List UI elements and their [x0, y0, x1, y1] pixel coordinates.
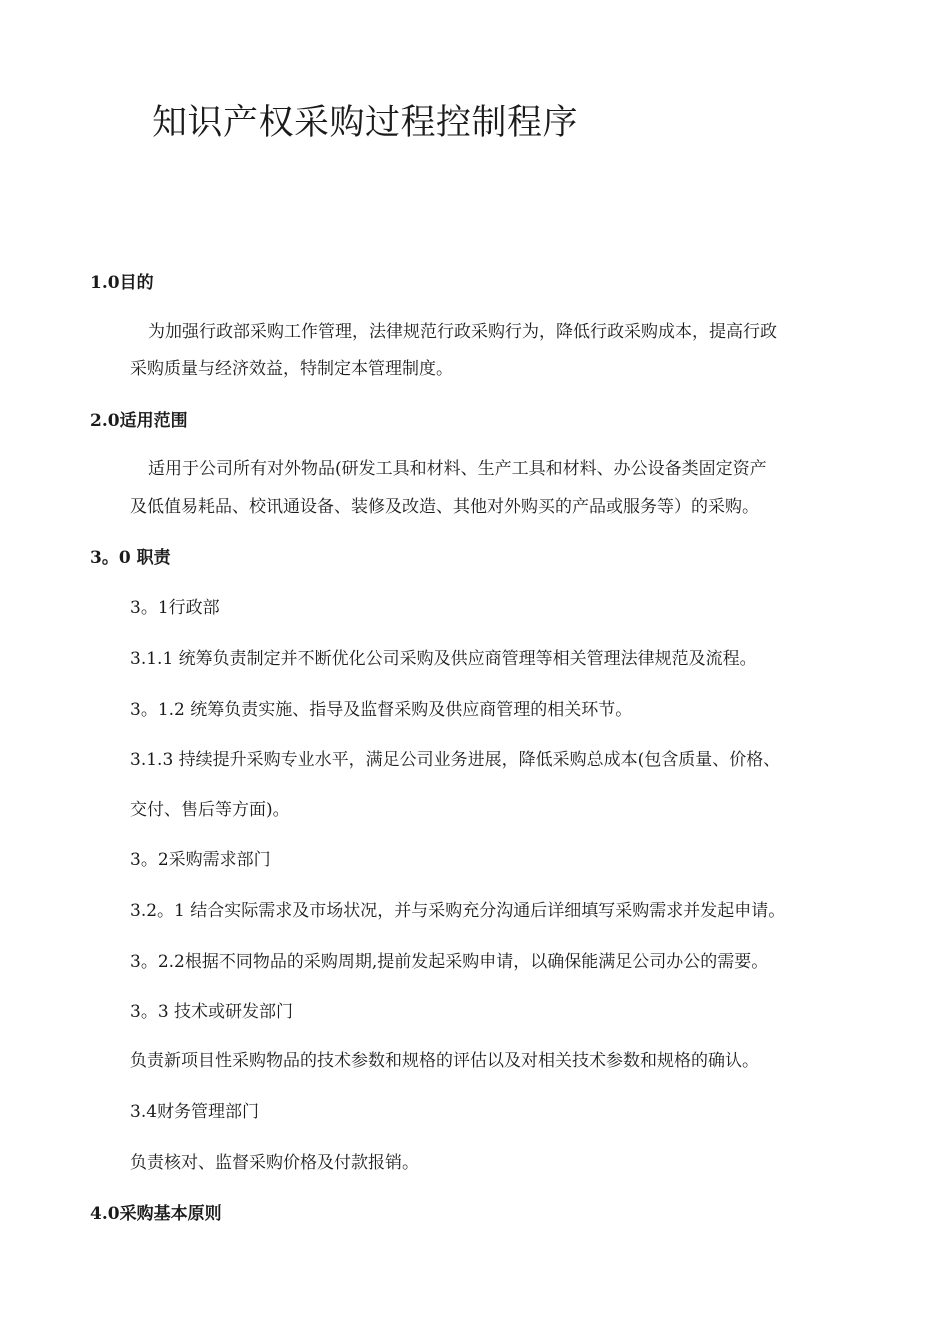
- subsection-heading: 3。1行政部: [130, 598, 220, 618]
- list-item: 3.2。1 结合实际需求及市场状况，并与采购充分沟通后详细填写采购需求并发起申请。: [130, 901, 786, 921]
- list-item: 交付、售后等方面)。: [130, 800, 290, 820]
- list-item: 3。2.2根据不同物品的采购周期,提前发起采购申请，以确保能满足公司办公的需要。: [130, 952, 769, 972]
- list-item: 3.1.3 持续提升采购专业水平，满足公司业务进展，降低采购总成本(包含质量、价格、: [130, 750, 781, 770]
- subsection-heading: 3.4财务管理部门: [130, 1102, 260, 1122]
- section-heading-principles: 4.0采购基本原则: [90, 1204, 222, 1224]
- list-item: 负责新项目性采购物品的技术参数和规格的评估以及对相关技术参数和规格的确认。: [130, 1051, 759, 1071]
- paragraph-line: 适用于公司所有对外物品(研发工具和材料、生产工具和材料、办公设备类固定资产: [148, 459, 767, 479]
- section-heading-purpose: 1.0目的: [90, 273, 154, 293]
- list-item: 3.1.1 统筹负责制定并不断优化公司采购及供应商管理等相关管理法律规范及流程。: [130, 649, 757, 669]
- paragraph-line: 采购质量与经济效益，特制定本管理制度。: [130, 359, 453, 379]
- section-heading-scope: 2.0适用范围: [90, 411, 188, 431]
- document-title: 知识产权采购过程控制程序: [152, 103, 579, 143]
- subsection-heading: 3。3 技术或研发部门: [130, 1002, 294, 1022]
- subsection-heading: 3。2采购需求部门: [130, 850, 271, 870]
- list-item: 3。1.2 统筹负责实施、指导及监督采购及供应商管理的相关环节。: [130, 700, 633, 720]
- section-heading-responsibilities: 3。0 职责: [90, 548, 171, 568]
- list-item: 负责核对、监督采购价格及付款报销。: [130, 1153, 419, 1173]
- paragraph-line: 为加强行政部采购工作管理，法律规范行政采购行为，降低行政采购成本，提高行政: [148, 322, 777, 342]
- paragraph-line: 及低值易耗品、校讯通设备、装修及改造、其他对外购买的产品或服务等）的采购。: [130, 497, 759, 517]
